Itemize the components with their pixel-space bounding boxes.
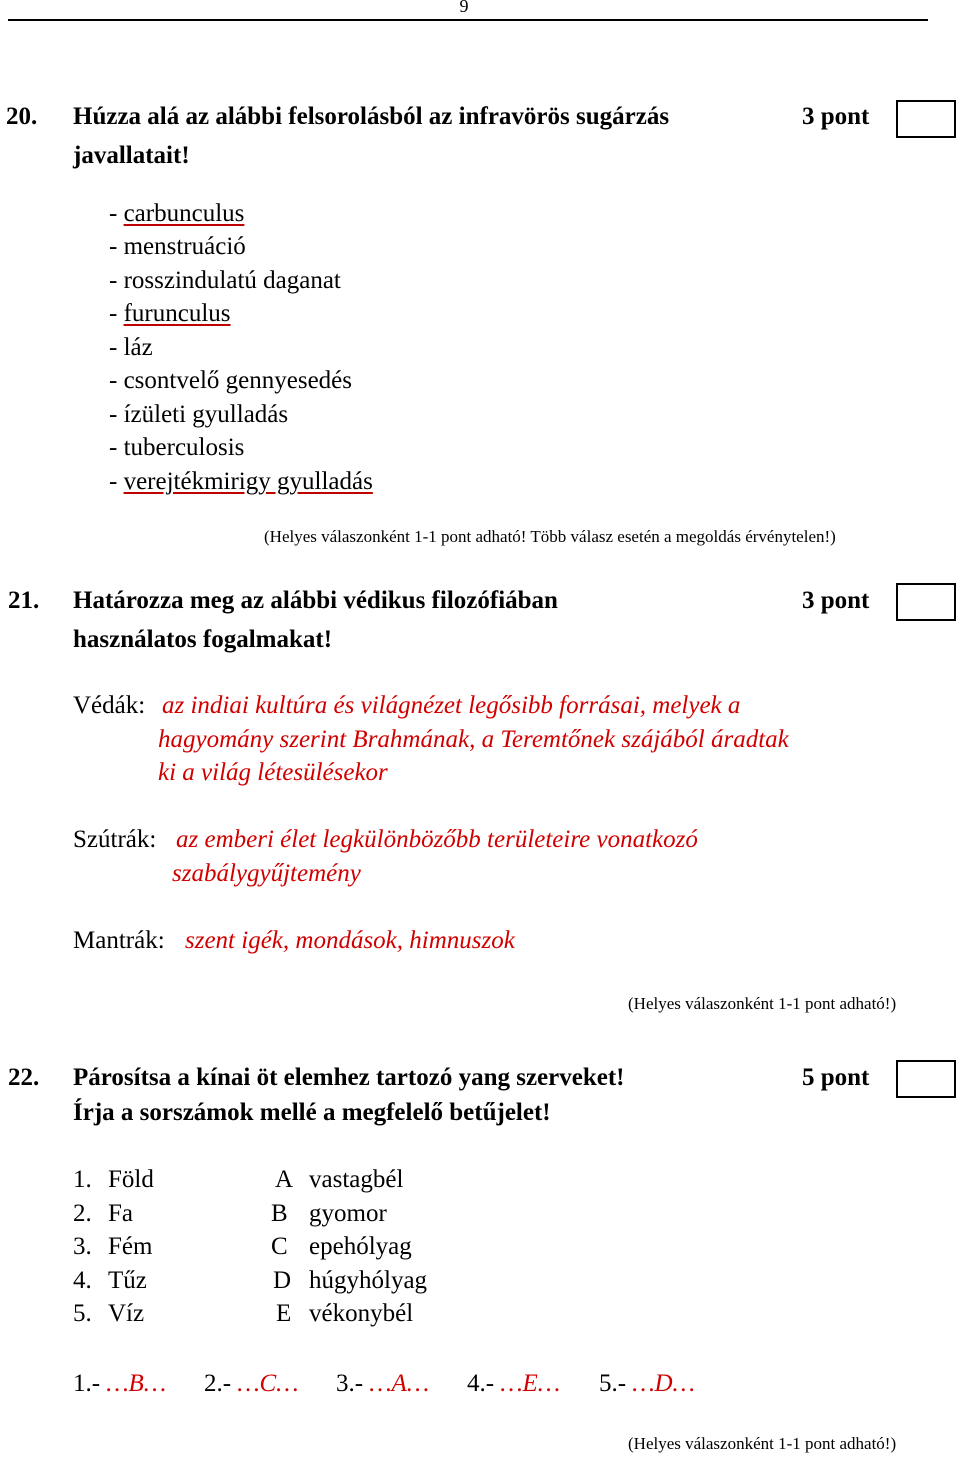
list-dash: - bbox=[109, 300, 118, 327]
list-item-text: ízületi gyulladás bbox=[123, 401, 289, 428]
element-number: 2. bbox=[73, 1200, 92, 1227]
mantrak-label: Mantrák: bbox=[73, 927, 165, 954]
q21-points: 3 pont bbox=[802, 587, 870, 614]
list-dash: - bbox=[109, 468, 118, 495]
q22-score-box[interactable] bbox=[896, 1060, 956, 1098]
element-number: 3. bbox=[73, 1233, 92, 1260]
q22-note: (Helyes válaszonként 1-1 pont adható!) bbox=[628, 1434, 897, 1453]
answer-value: …B… bbox=[106, 1370, 167, 1397]
element-name: Fém bbox=[108, 1233, 153, 1260]
q20-title-line2: javallatait! bbox=[73, 142, 190, 169]
q20-list-item bbox=[109, 334, 153, 362]
q20-list-item bbox=[109, 468, 373, 496]
answer-item bbox=[73, 1370, 166, 1398]
organ-letter: A bbox=[275, 1166, 294, 1193]
organ-name: vékonybél bbox=[309, 1300, 414, 1327]
answer-value: …E… bbox=[500, 1370, 561, 1397]
vedak-label: Védák: bbox=[73, 692, 146, 719]
q20-list-item bbox=[109, 233, 246, 261]
q20-list-item bbox=[109, 401, 288, 429]
answer-item bbox=[336, 1370, 429, 1398]
vedak-answer-line1: az indiai kultúra és világnézet legősibb forrásai, melyek a bbox=[162, 692, 741, 719]
list-dash: - bbox=[109, 200, 118, 227]
q20-title-line1: Húzza alá az alábbi felsorolásból az infravörös sugárzás bbox=[73, 103, 670, 130]
q20-list-item bbox=[109, 267, 341, 295]
q21-title-line2: használatos fogalmakat! bbox=[73, 626, 333, 653]
list-item-text: csontvelő gennyesedés bbox=[123, 367, 352, 394]
q22-points: 5 pont bbox=[802, 1064, 870, 1091]
q20-list-item bbox=[109, 434, 244, 462]
q20-list-item bbox=[109, 300, 231, 328]
element-number: 5. bbox=[73, 1300, 92, 1327]
q20-list-item bbox=[109, 367, 352, 395]
answer-value: …C… bbox=[237, 1370, 299, 1397]
answer-prefix: 1.- bbox=[73, 1370, 101, 1397]
list-dash: - bbox=[109, 233, 118, 260]
element-name: Fa bbox=[108, 1200, 133, 1227]
list-dash: - bbox=[109, 267, 118, 294]
organ-letter: B bbox=[271, 1200, 288, 1227]
answer-prefix: 4.- bbox=[467, 1370, 495, 1397]
q20-points: 3 pont bbox=[802, 103, 870, 130]
element-name: Föld bbox=[108, 1166, 154, 1193]
answer-item bbox=[599, 1370, 695, 1398]
list-item-text: verejtékmirigy gyulladás bbox=[123, 468, 373, 495]
szutrak-answer-line2: szabálygyűjtemény bbox=[172, 860, 361, 887]
list-item-text: furunculus bbox=[123, 300, 231, 327]
answer-item bbox=[467, 1370, 560, 1398]
organ-name: vastagbél bbox=[309, 1166, 404, 1193]
element-name: Tűz bbox=[108, 1267, 147, 1294]
answer-value: …A… bbox=[369, 1370, 430, 1397]
answer-prefix: 5.- bbox=[599, 1370, 627, 1397]
answer-prefix: 3.- bbox=[336, 1370, 364, 1397]
list-dash: - bbox=[109, 334, 118, 361]
szutrak-answer-line1: az emberi élet legkülönbözőbb területeire vonatkozó bbox=[176, 826, 698, 853]
list-item-text: carbunculus bbox=[123, 200, 245, 227]
organ-letter: E bbox=[276, 1300, 292, 1327]
organ-name: húgyhólyag bbox=[309, 1267, 428, 1294]
q20-note: (Helyes válaszonként 1-1 pont adható! Több válasz esetén a megoldás érvénytelen!) bbox=[264, 527, 836, 546]
q22-title-line2: Írja a sorszámok mellé a megfelelő betűjelet! bbox=[73, 1099, 551, 1126]
szutrak-label: Szútrák: bbox=[73, 826, 157, 853]
page-number: 9 bbox=[459, 0, 469, 16]
element-number: 1. bbox=[73, 1166, 92, 1193]
organ-name: gyomor bbox=[309, 1200, 387, 1227]
list-item-text: rosszindulatú daganat bbox=[123, 267, 341, 294]
q21-note: (Helyes válaszonként 1-1 pont adható!) bbox=[628, 994, 897, 1013]
vedak-answer-line3: ki a világ létesülésekor bbox=[158, 759, 388, 786]
q21-number: 21. bbox=[8, 587, 40, 614]
organ-name: epehólyag bbox=[309, 1233, 412, 1260]
element-number: 4. bbox=[73, 1267, 92, 1294]
vedak-answer-line2: hagyomány szerint Brahmának, a Teremtőnek szájából áradtak bbox=[158, 726, 789, 753]
list-dash: - bbox=[109, 434, 118, 461]
element-name: Víz bbox=[108, 1300, 145, 1327]
q22-number: 22. bbox=[8, 1064, 40, 1091]
header-rule bbox=[8, 19, 928, 21]
q22-title-line1: Párosítsa a kínai öt elemhez tartozó yang szerveket! bbox=[73, 1064, 625, 1091]
list-item-text: láz bbox=[123, 334, 153, 361]
q21-title-line1: Határozza meg az alábbi védikus filozófiában bbox=[73, 587, 558, 614]
list-item-text: menstruáció bbox=[123, 233, 246, 260]
organ-letter: C bbox=[271, 1233, 288, 1260]
mantrak-answer: szent igék, mondások, himnuszok bbox=[185, 927, 515, 954]
answer-value: …D… bbox=[632, 1370, 695, 1397]
organ-letter: D bbox=[273, 1267, 292, 1294]
list-dash: - bbox=[109, 367, 118, 394]
answer-item bbox=[204, 1370, 298, 1398]
list-item-text: tuberculosis bbox=[123, 434, 245, 461]
q20-list-item bbox=[109, 200, 244, 228]
q21-score-box[interactable] bbox=[896, 583, 956, 621]
q20-number: 20. bbox=[6, 103, 38, 130]
list-dash: - bbox=[109, 401, 118, 428]
q20-score-box[interactable] bbox=[896, 100, 956, 138]
answer-prefix: 2.- bbox=[204, 1370, 232, 1397]
